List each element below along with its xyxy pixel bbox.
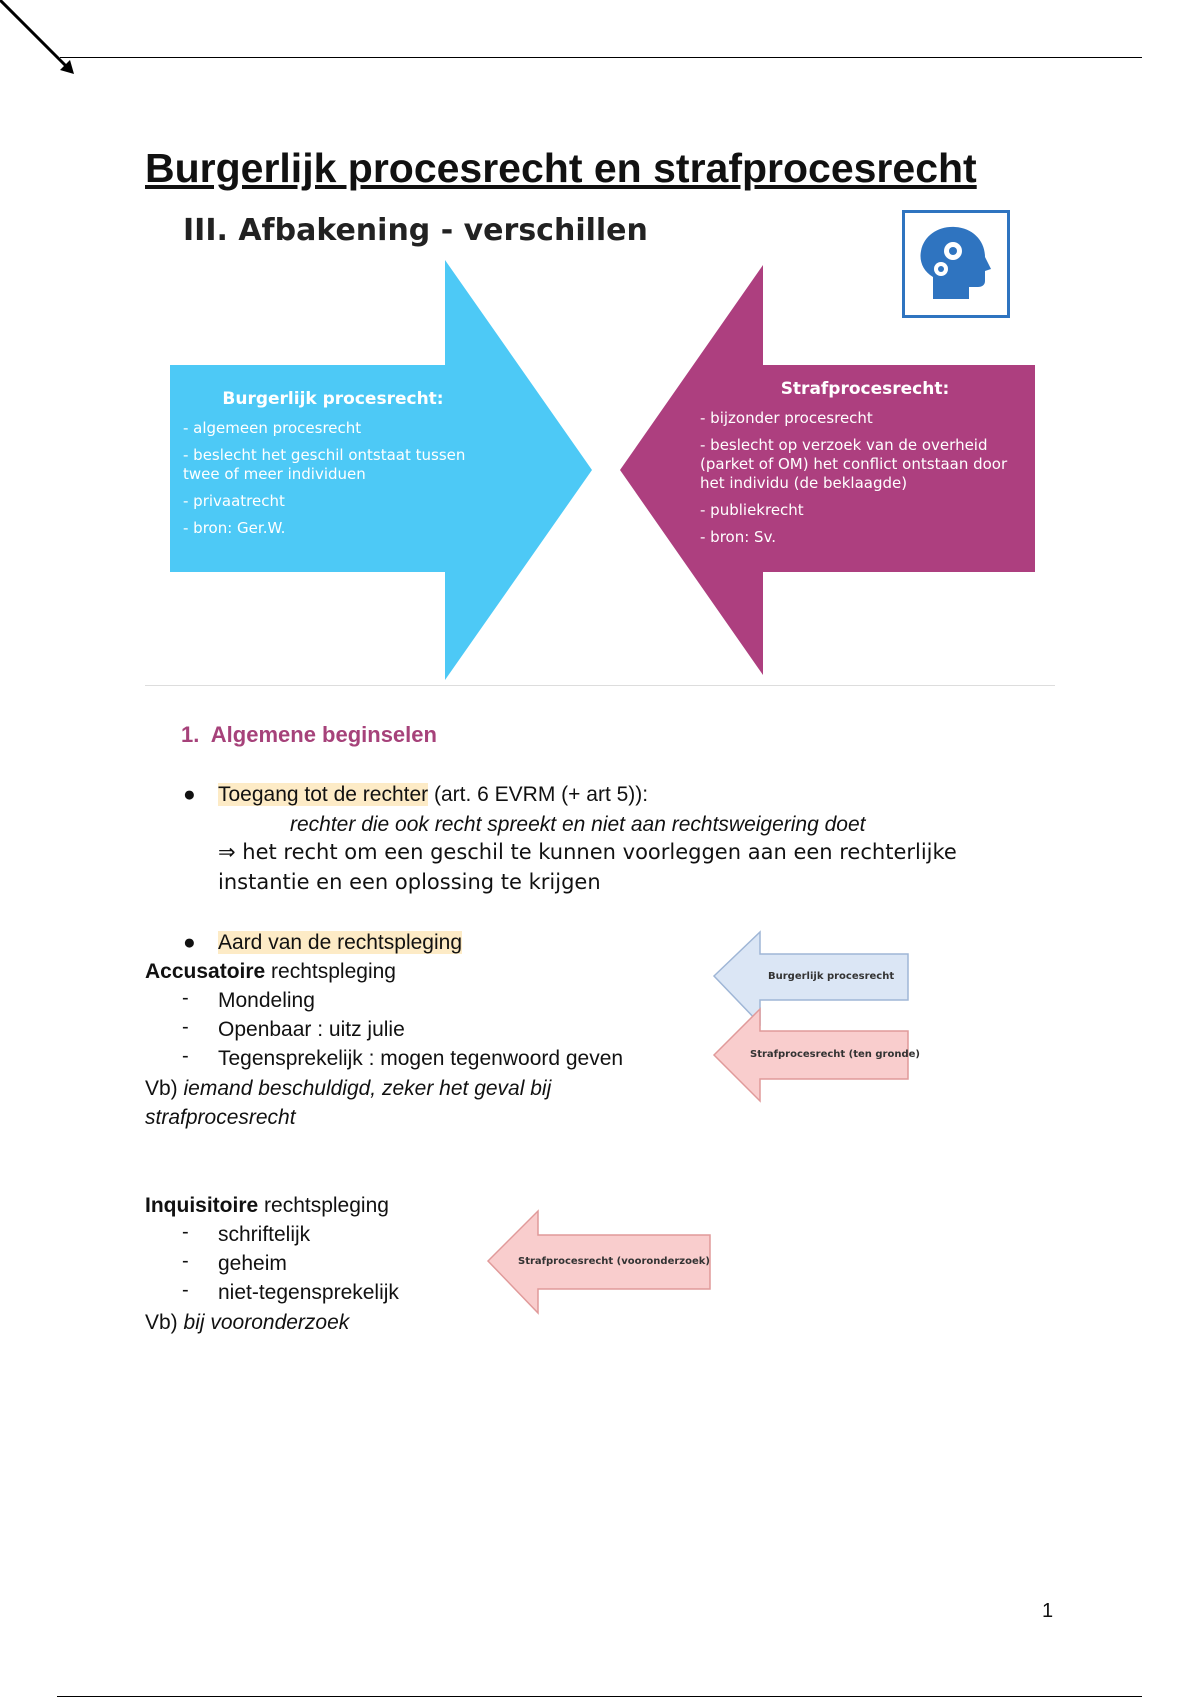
criminal-arrow-text	[700, 380, 1030, 555]
list-dash: -	[182, 1279, 189, 1301]
list-item: Mondeling	[218, 989, 315, 1012]
criminal-item: - beslecht op verzoek van de overheid (parket of OM) het conflict ontstaan door het individu (de beklaagde)	[700, 436, 1008, 492]
list-item: Tegensprekelijk : mogen tegenwoord geven	[218, 1047, 624, 1070]
civil-item: - beslecht het geschil ontstaat tussen twee of meer individuen	[183, 446, 466, 483]
list-dash: -	[182, 1016, 189, 1038]
italic-line: rechter die ook recht spreekt en niet aan rechtsweigering doet	[290, 813, 866, 836]
side-arrow-criminal-merits-label: Strafprocesrecht (ten gronde)	[750, 1049, 920, 1060]
list-dash: -	[182, 1221, 189, 1243]
example-line: Vb) bij vooronderzoek	[145, 1311, 350, 1334]
section-heading	[181, 722, 437, 748]
list-dash: -	[182, 1045, 189, 1067]
corner-arrow-icon	[0, 0, 80, 80]
example-line: Vb) iemand beschuldigd, zeker het geval bij	[145, 1077, 552, 1100]
explanation-line: instantie en een oplossing te krijgen	[218, 870, 601, 894]
side-arrow-civil-label: Burgerlijk procesrecht	[768, 971, 895, 982]
criminal-item: - bijzonder procesrecht	[700, 409, 873, 427]
civil-arrow-text	[183, 390, 483, 546]
side-arrow-criminal-preliminary-label: Strafprocesrecht (vooronderzoek)	[518, 1256, 710, 1267]
list-dash: -	[182, 1250, 189, 1272]
bullet-dot: ●	[183, 783, 196, 806]
highlight-text: Toegang tot de rechter	[218, 783, 429, 806]
criminal-arrow-heading: Strafprocesrecht:	[780, 379, 950, 399]
list-item: schriftelijk	[218, 1223, 311, 1246]
bullet-rest: (art. 6 EVRM (+ art 5)):	[428, 783, 649, 806]
bullet-access-to-court	[218, 780, 648, 809]
criminal-item: - publiekrecht	[700, 501, 804, 519]
header-rule	[60, 57, 1142, 58]
inquisitoir-heading: Inquisitoire rechtspleging	[145, 1194, 389, 1217]
footer-rule	[57, 1696, 1142, 1697]
civil-item: - privaatrecht	[183, 492, 285, 510]
bullet-nature-of-procedure	[218, 928, 462, 957]
list-item: niet-tegensprekelijk	[218, 1281, 399, 1304]
civil-arrow-heading: Burgerlijk procesrecht:	[222, 389, 444, 409]
list-item: geheim	[218, 1252, 287, 1275]
slide-title: III. Afbakening - verschillen	[183, 213, 648, 248]
civil-item: - bron: Ger.W.	[183, 519, 286, 537]
highlight-text: Aard van de rechtspleging	[218, 931, 462, 954]
example-line: strafprocesrecht	[145, 1106, 296, 1129]
page-title: Burgerlijk procesrecht en strafprocesrecht	[145, 145, 977, 191]
explanation-line: ⇒ het recht om een geschil te kunnen voorleggen aan een rechterlijke	[218, 840, 957, 864]
accusatoir-heading: Accusatoire rechtspleging	[145, 960, 396, 983]
list-dash: -	[182, 987, 189, 1009]
section-number: 1.	[181, 722, 200, 747]
criminal-item: - bron: Sv.	[700, 528, 777, 546]
bullet-dot: ●	[183, 931, 196, 954]
civil-item: - algemeen procesrecht	[183, 419, 362, 437]
page-number: 1	[1042, 1600, 1054, 1622]
slide-divider	[145, 685, 1055, 686]
section-title: Algemene beginselen	[210, 722, 437, 747]
list-item: Openbaar : uitz julie	[218, 1018, 405, 1041]
